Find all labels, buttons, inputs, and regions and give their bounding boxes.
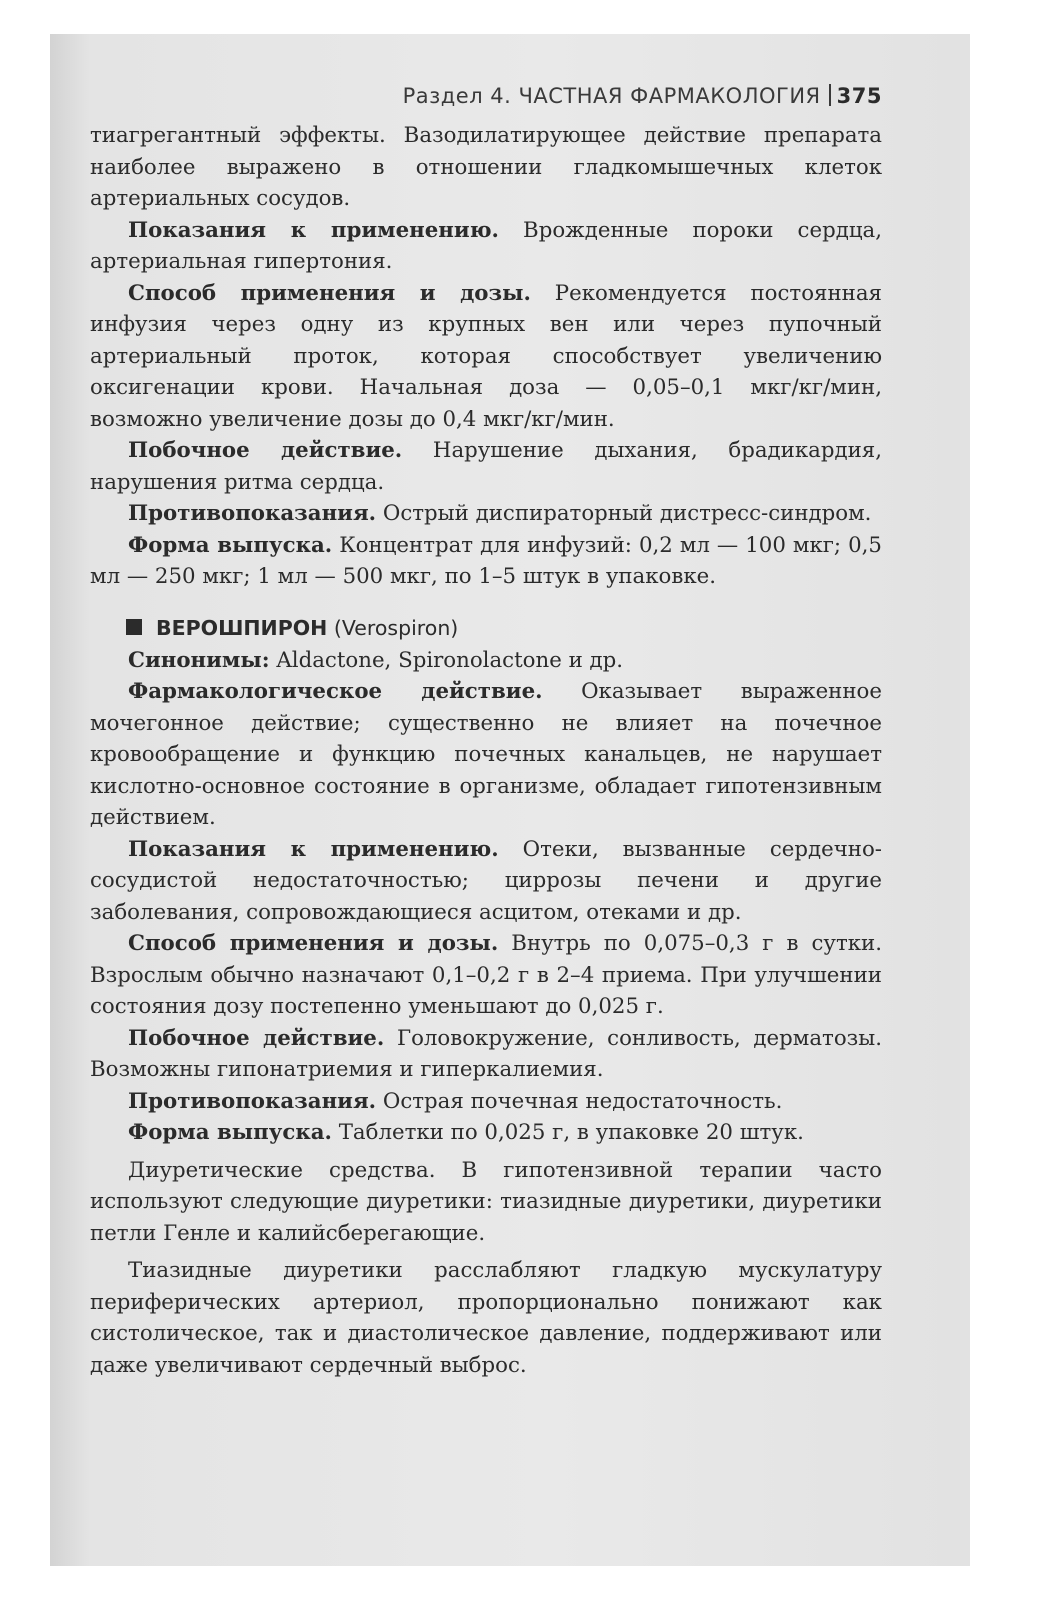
- paragraph-lead: Показания к применению.: [128, 836, 499, 862]
- paragraph-text: Диуретические средства. В гипотензивной терапии часто используют следующие диуретики: тиазидные диуретики, диуретики петли Генле и калийсберегающие.: [90, 1157, 882, 1246]
- paragraph-thiazides: [90, 1255, 882, 1381]
- page-number: 375: [836, 84, 882, 108]
- paragraph-pharmacology: [90, 676, 882, 834]
- paragraph-text: Отеки, вызванные сердечно-сосудистой недостаточностью; циррозы печени и другие заболевания, сопровождающиеся асцитом, отеками и др.: [90, 836, 882, 925]
- paragraph-indications: [90, 834, 882, 929]
- paragraph-lead: Побочное действие.: [128, 1025, 385, 1051]
- paragraph-contraindications: [90, 498, 882, 530]
- paragraph-text: Нарушение дыхания, брадикардия, нарушения ритма сердца.: [90, 438, 882, 495]
- section-title: Раздел 4. ЧАСТНАЯ ФАРМАКОЛОГИЯ: [402, 84, 821, 108]
- paragraph-lead: Показания к применению.: [128, 217, 499, 243]
- paragraph-text: тиагрегантный эффекты. Вазодилатирующее действие препарата наиболее выражено в отношении гладкомышечных клеток артериальных сосудов.: [90, 123, 882, 211]
- paragraph-lead: Фармакологическое действие.: [128, 679, 543, 704]
- paragraph-dosage: [90, 928, 882, 1023]
- paragraph-text: Головокружение, сонливость, дерматозы. Возможны гипонатриемия и гиперкалиемия.: [90, 1025, 882, 1082]
- paragraph-lead: Форма выпуска.: [128, 1120, 332, 1145]
- paragraph-lead: Способ применения и дозы.: [128, 931, 499, 956]
- paragraph-lead: Форма выпуска.: [128, 532, 333, 558]
- paragraph-side-effects: [90, 435, 882, 498]
- paragraph-text: Aldactone, Spironolactone и др.: [269, 647, 624, 673]
- square-bullet-icon: [126, 619, 142, 635]
- paragraph-release-form: [90, 530, 882, 593]
- paragraph-text: Врожденные пороки сердца, артериальная гипертония.: [90, 217, 882, 274]
- paragraph-contraindications: [90, 1086, 882, 1118]
- header-divider: [829, 84, 831, 106]
- paragraph-synonyms: [90, 645, 882, 677]
- paragraph-diuretics: [90, 1155, 882, 1250]
- paragraph-lead: Способ применения и дозы.: [128, 280, 531, 306]
- paragraph-intro: [90, 120, 882, 215]
- drug-heading: [90, 611, 882, 645]
- paragraph-text: Оказывает выраженное мочегонное действие; существенно не влияет на почечное кровообращение и функцию почечных канальцев, не нарушает кислотно-основное состояние в организме, обладает гипотензивным действием.: [90, 679, 882, 830]
- paragraph-lead: Противопоказания.: [128, 501, 377, 526]
- page-content: [90, 72, 882, 1381]
- paragraph-indications: [90, 215, 882, 278]
- drug-latin-name: (Verospiron): [327, 615, 459, 640]
- paragraph-text: Таблетки по 0,025 г, в упаковке 20 штук.: [331, 1120, 804, 1145]
- paragraph-text: Острый диспираторный дистресс-синдром.: [376, 501, 872, 526]
- paragraph-lead: Побочное действие.: [128, 438, 403, 463]
- paragraph-text: Острая почечная недостаточность.: [376, 1088, 783, 1114]
- paragraph-side-effects: [90, 1023, 882, 1086]
- paragraph-dosage: [90, 278, 882, 436]
- paragraph-text: Рекомендуется постоянная инфузия через одну из крупных вен или через пупочный артериальный проток, которая способствует увеличению оксигенации крови. Начальная доза — 0,05–0,1 мкг/кг/мин, возможно увеличение дозы до 0,4 мкг/кг/мин.: [90, 280, 882, 432]
- paragraph-release-form: [90, 1117, 882, 1149]
- paragraph-lead: Синонимы:: [128, 647, 270, 673]
- drug-name: ВЕРОШПИРОН: [156, 615, 328, 640]
- paragraph-text: Тиазидные диуретики расслабляют гладкую мускулатуру периферических артериол, пропорционально понижают как систолическое, так и диастолическое давление, поддерживают или даже увеличивают сердечный выброс.: [90, 1258, 882, 1378]
- running-header: [90, 72, 882, 120]
- paragraph-text: Внутрь по 0,075–0,3 г в сутки. Взрослым обычно назначают 0,1–0,2 г в 2–4 приема. При улучшении состояния дозу постепенно уменьшают до 0,025 г.: [90, 931, 883, 1019]
- paragraph-lead: Противопоказания.: [128, 1088, 377, 1114]
- paragraph-text: Концентрат для инфузий: 0,2 мл — 100 мкг; 0,5 мл — 250 мкг; 1 мл — 500 мкг, по 1–5 штук в упаковке.: [90, 532, 882, 589]
